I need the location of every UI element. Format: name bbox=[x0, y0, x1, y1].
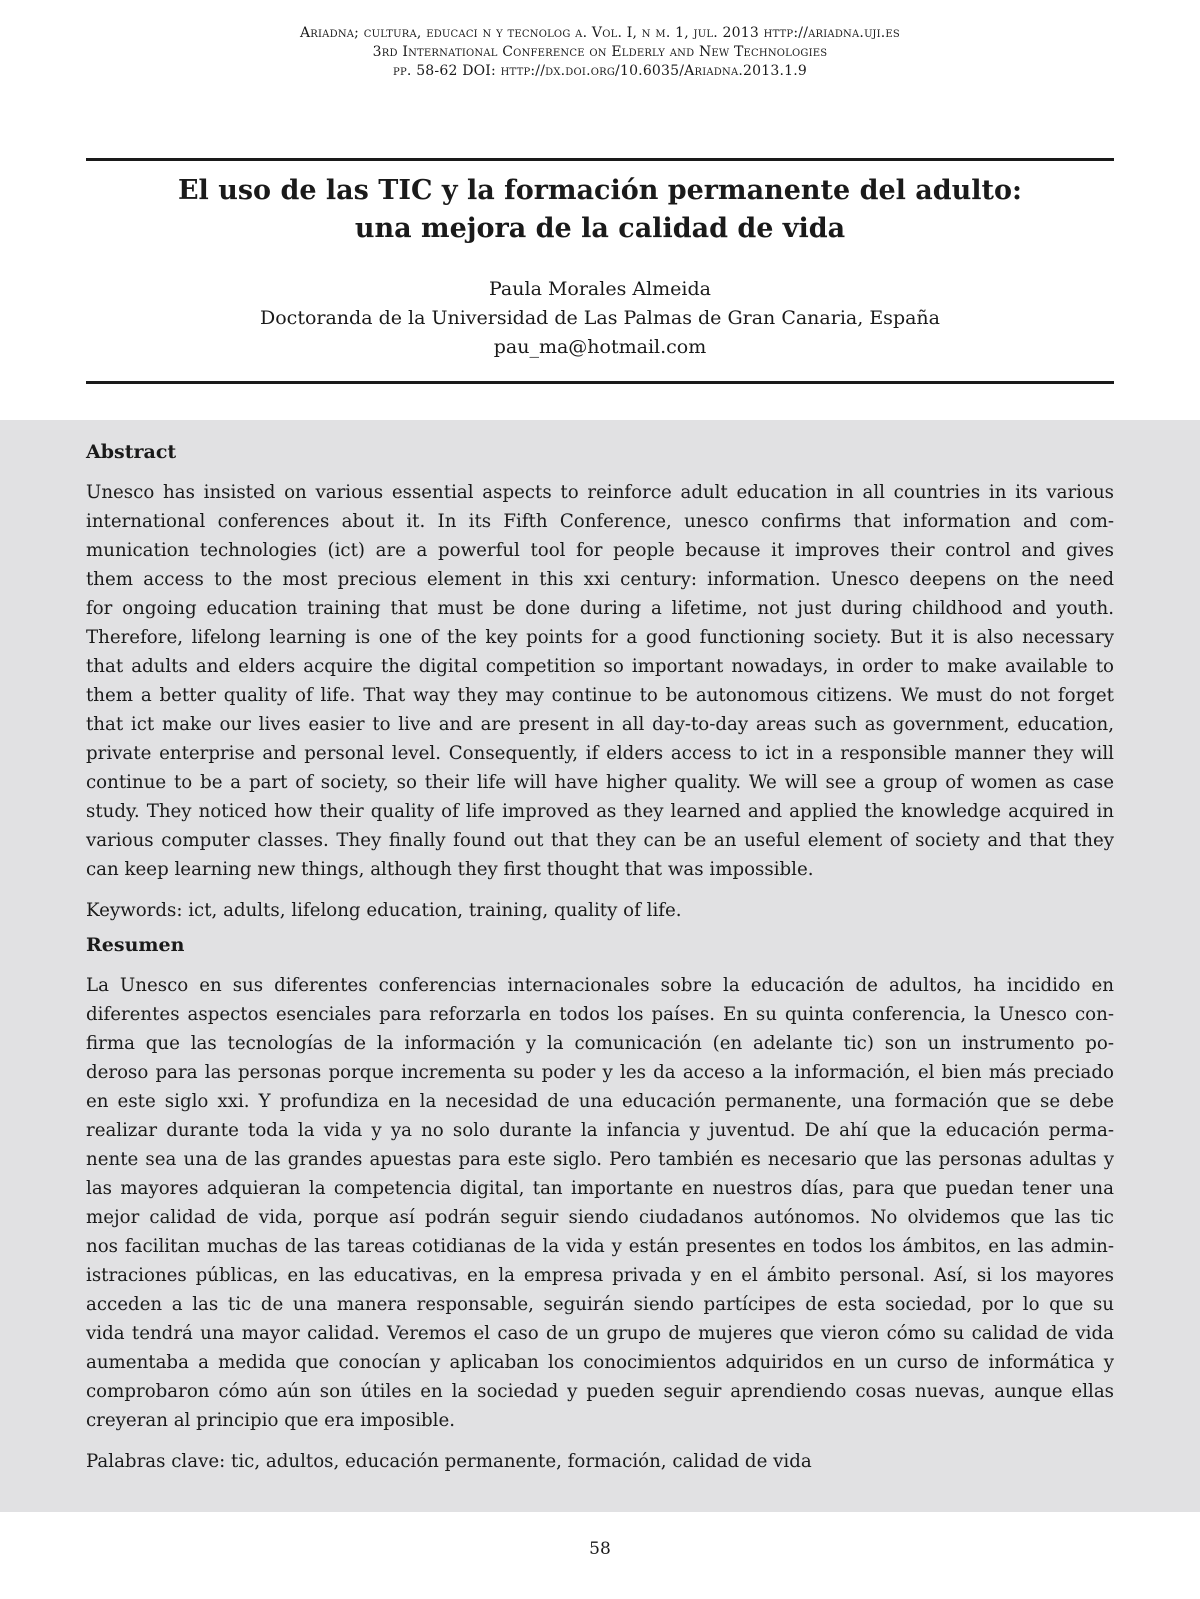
abstract-line: various computer classes. They finally found out that they can be an useful element of society and that they bbox=[86, 830, 1114, 851]
resumen-line: istraciones públicas, en las educativas, en la empresa privada y en el ámbito personal. Así, si los mayores bbox=[86, 1265, 1114, 1286]
title-line-1: El uso de las TIC y la formación permanente del adulto: bbox=[177, 175, 1023, 206]
abstract-line: can keep learning new things, although they first thought that was impossible. bbox=[86, 859, 814, 880]
resumen-body bbox=[86, 971, 1114, 1435]
resumen-line: aumentaba a medida que conocían y aplicaban los conocimientos adquiridos en un curso de informática y bbox=[86, 1352, 1114, 1373]
resumen-line: acceden a las tic de una manera responsable, seguirán siendo partícipes de esta sociedad, por lo que su bbox=[86, 1294, 1114, 1315]
abstract-line: international conferences about it. In its Fifth Conference, unesco confirms that information and com- bbox=[86, 511, 1114, 532]
journal-header bbox=[0, 24, 1200, 81]
resumen-line: realizar durante toda la vida y ya no solo durante la infancia y juventud. De ahí que la educación perma- bbox=[86, 1120, 1114, 1141]
abstract-line: Therefore, lifelong learning is one of the key points for a good functioning society. But it is also necessary bbox=[86, 627, 1114, 648]
abstract-line: that ict make our lives easier to live and are present in all day-to-day areas such as government, education, bbox=[86, 714, 1114, 735]
abstract-panel-content bbox=[86, 440, 1114, 1476]
title-top-rule bbox=[86, 158, 1114, 161]
title-line-2: una mejora de la calidad de vida bbox=[354, 213, 846, 244]
paper-title bbox=[86, 172, 1114, 248]
resumen-line: vida tendrá una mayor calidad. Veremos el caso de un grupo de mujeres que vieron cómo su calidad de vida bbox=[86, 1323, 1114, 1344]
abstract-panel bbox=[0, 420, 1200, 1512]
resumen-line: nente sea una de las grandes apuestas para este siglo. Pero también es necesario que las personas adultas y bbox=[86, 1149, 1114, 1170]
resumen-line: comprobaron cómo aún son útiles en la sociedad y pueden seguir aprendiendo cosas nuevas, aunque ellas bbox=[86, 1381, 1114, 1402]
resumen-line: mejor calidad de vida, porque así podrán seguir siendo ciudadanos autónomos. No olvidemos que las tic bbox=[86, 1207, 1114, 1228]
abstract-heading: Abstract bbox=[86, 441, 177, 463]
author-affiliation: Doctoranda de la Universidad de Las Palmas de Gran Canaria, España bbox=[260, 307, 940, 329]
abstract-line: them a better quality of life. That way they may continue to be autonomous citizens. We must do not forget bbox=[86, 685, 1114, 706]
resumen-line: firma que las tecnologías de la información y la comunicación (en adelante tic) son un instrumento po- bbox=[86, 1033, 1114, 1054]
conference-name: 3rd International Conference on Elderly and New Technologies bbox=[372, 44, 828, 60]
abstract-line: them access to the most precious element in this xxi century: information. Unesco deepens on the need bbox=[86, 569, 1114, 590]
abstract-line: continue to be a part of society, so their life will have higher quality. We will see a group of women as case bbox=[86, 772, 1114, 793]
abstract-line: munication technologies (ict) are a powerful tool for people because it improves their control and gives bbox=[86, 540, 1114, 561]
author-name: Paula Morales Almeida bbox=[489, 278, 711, 300]
resumen-line: diferentes aspectos esenciales para reforzarla en todos los países. En su quinta conferencia, la Unesco con- bbox=[86, 1004, 1114, 1025]
resumen-line: nos facilitan muchas de las tareas cotidianas de la vida y están presentes en todos los ámbitos, en las admin- bbox=[86, 1236, 1114, 1257]
author-email: pau_ma@hotmail.com bbox=[493, 336, 707, 358]
title-bottom-rule bbox=[86, 381, 1114, 384]
abstract-line: Unesco has insisted on various essential aspects to reinforce adult education in all countries in its various bbox=[86, 482, 1114, 503]
resumen-heading: Resumen bbox=[86, 934, 185, 956]
abstract-line: private enterprise and personal level. Consequently, if elders access to ict in a responsible manner they will bbox=[86, 743, 1114, 764]
journal-citation: Ariadna; cultura, educaci n y tecnolog a. Vol. I, n m. 1, jul. 2013 http://ariadna.uji.es bbox=[299, 25, 900, 41]
abstract-line: that adults and elders acquire the digital competition so important nowadays, in order to make available to bbox=[86, 656, 1114, 677]
resumen-keywords: Palabras clave: tic, adultos, educación permanente, formación, calidad de vida bbox=[86, 1451, 812, 1472]
abstract-line: study. They noticed how their quality of life improved as they learned and applied the knowledge acquired in bbox=[86, 801, 1114, 822]
abstract-keywords: Keywords: ict, adults, lifelong education, training, quality of life. bbox=[86, 900, 682, 921]
resumen-line: deroso para las personas porque incrementa su poder y les da acceso a la información, el bien más preciado bbox=[86, 1062, 1114, 1083]
abstract-body bbox=[86, 478, 1114, 884]
resumen-line: en este siglo xxi. Y profundiza en la necesidad de una educación permanente, una formación que se debe bbox=[86, 1091, 1114, 1112]
resumen-line: La Unesco en sus diferentes conferencias internacionales sobre la educación de adultos, ha incidido en bbox=[86, 975, 1114, 996]
resumen-line: las mayores adquieran la competencia digital, tan importante en nuestros días, para que puedan tener una bbox=[86, 1178, 1114, 1199]
author-block bbox=[86, 275, 1114, 362]
resumen-line: creyeran al principio que era imposible. bbox=[86, 1410, 456, 1431]
abstract-line: for ongoing education training that must be done during a lifetime, not just during childhood and youth. bbox=[86, 598, 1114, 619]
pages-doi: pp. 58-62 DOI: http://dx.doi.org/10.6035/Ariadna.2013.1.9 bbox=[393, 63, 807, 79]
page-number: 58 bbox=[589, 1539, 611, 1559]
